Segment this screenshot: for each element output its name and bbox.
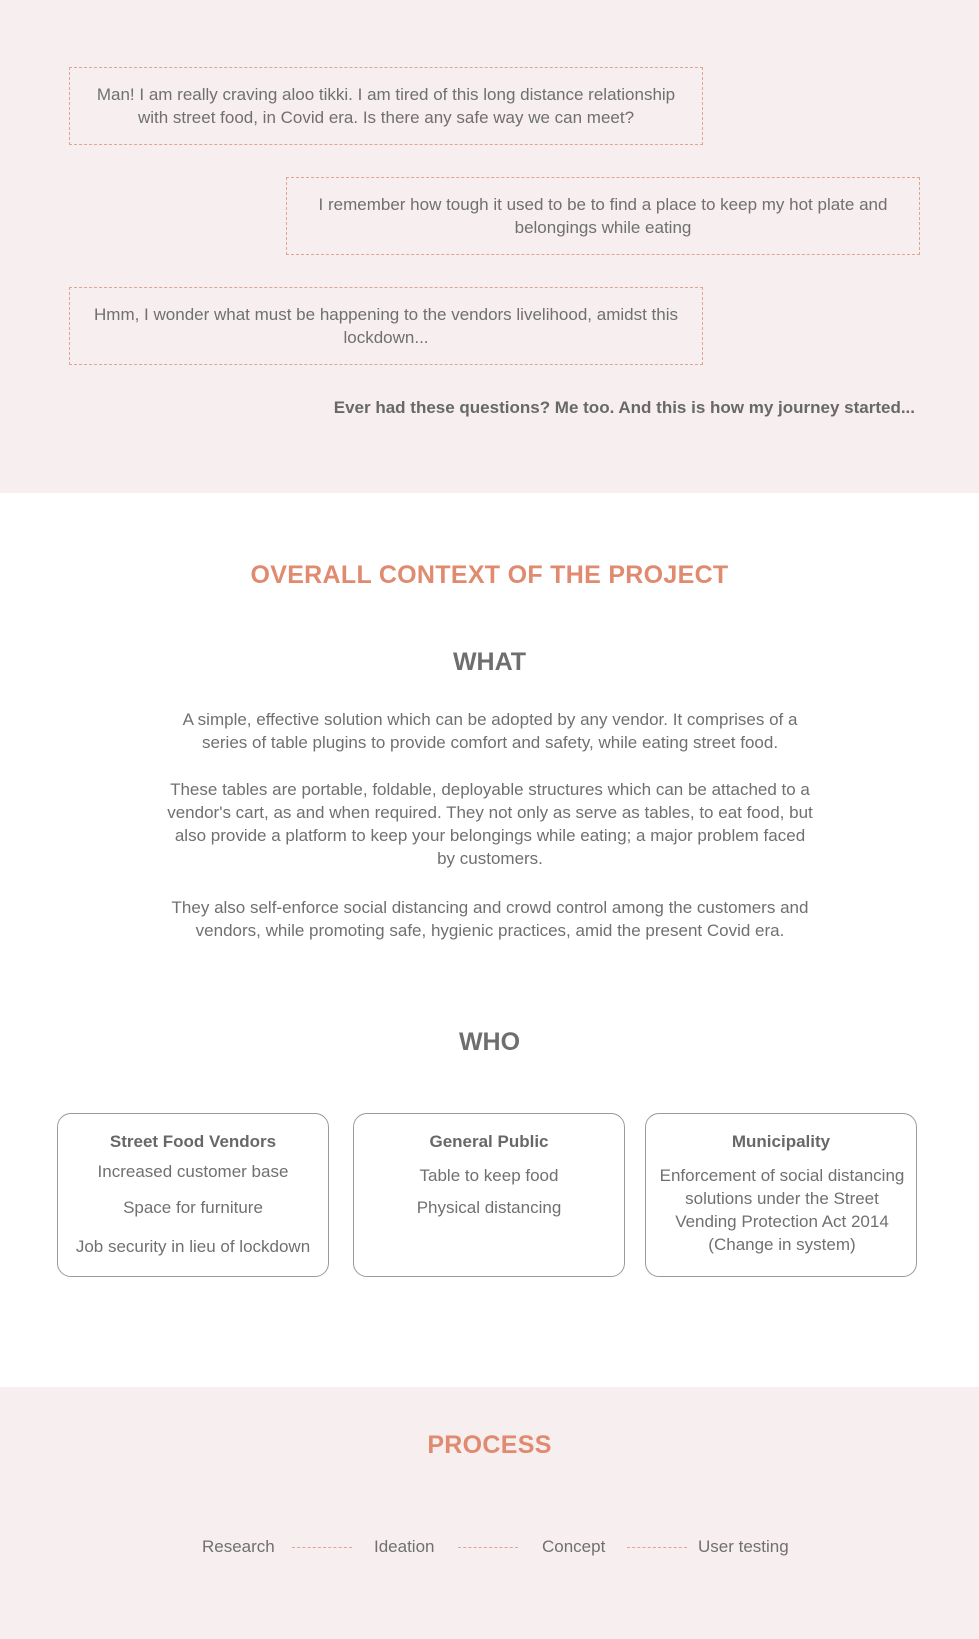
- intro-tagline: Ever had these questions? Me too. And this is how my journey started...: [333, 398, 915, 417]
- card-title: Street Food Vendors: [109, 1132, 277, 1151]
- thought-bubble-text: I remember how tough it used to be to find a place to keep my hot plate and belongings while eating: [318, 195, 888, 237]
- what-heading: WHAT: [452, 648, 527, 676]
- context-section-title: OVERALL CONTEXT OF THE PROJECT: [250, 561, 729, 589]
- process-step-concept: Concept: [542, 1537, 606, 1556]
- what-paragraph: These tables are portable, foldable, deployable structures which can be attached to a vendor's cart, as and when required. They not only as serve as tables, to eat food, but also provide a platform to keep your belongings while eating; a major problem faced by customers.: [167, 780, 813, 868]
- what-paragraph: They also self-enforce social distancing and crowd control among the customers and vendors, while promoting safe, hygienic practices, amid the present Covid era.: [171, 898, 809, 940]
- process-connector: [292, 1547, 352, 1548]
- thought-bubble-belongings: [286, 177, 920, 255]
- card-line: Increased customer base: [97, 1162, 289, 1181]
- process-connector: [627, 1547, 687, 1548]
- card-line: Space for furniture: [123, 1198, 263, 1217]
- card-line: Job security in lieu of lockdown: [75, 1237, 311, 1256]
- thought-bubble-text: Hmm, I wonder what must be happening to the vendors livelihood, amidst this lockdown...: [94, 305, 678, 347]
- process-step-research: Research: [202, 1537, 275, 1556]
- card-line: Table to keep food: [419, 1166, 559, 1185]
- process-connector: [458, 1547, 518, 1548]
- stakeholder-card-vendors: [57, 1113, 329, 1277]
- card-line: Enforcement of social distancing solutions under the Street Vending Protection Act 2014 (Change in system): [659, 1166, 905, 1254]
- process-section-title: PROCESS: [427, 1431, 552, 1459]
- card-line: Physical distancing: [416, 1198, 562, 1217]
- thought-bubble-craving: [69, 67, 703, 145]
- process-step-ideation: Ideation: [374, 1537, 435, 1556]
- who-heading: WHO: [458, 1028, 521, 1056]
- process-step-user-testing: User testing: [698, 1537, 789, 1556]
- process-section: [0, 1387, 979, 1639]
- card-title: Municipality: [731, 1132, 831, 1151]
- stakeholder-card-municipality: [645, 1113, 917, 1277]
- what-paragraph: A simple, effective solution which can be adopted by any vendor. It comprises of a series of table plugins to provide comfort and safety, while eating street food.: [182, 710, 798, 752]
- thought-bubble-vendors: [69, 287, 703, 365]
- card-title: General Public: [429, 1132, 549, 1151]
- stakeholder-card-public: [353, 1113, 625, 1277]
- thought-bubble-text: Man! I am really craving aloo tikki. I am tired of this long distance relationship with street food, in Covid era. Is there any safe way we can meet?: [96, 85, 676, 127]
